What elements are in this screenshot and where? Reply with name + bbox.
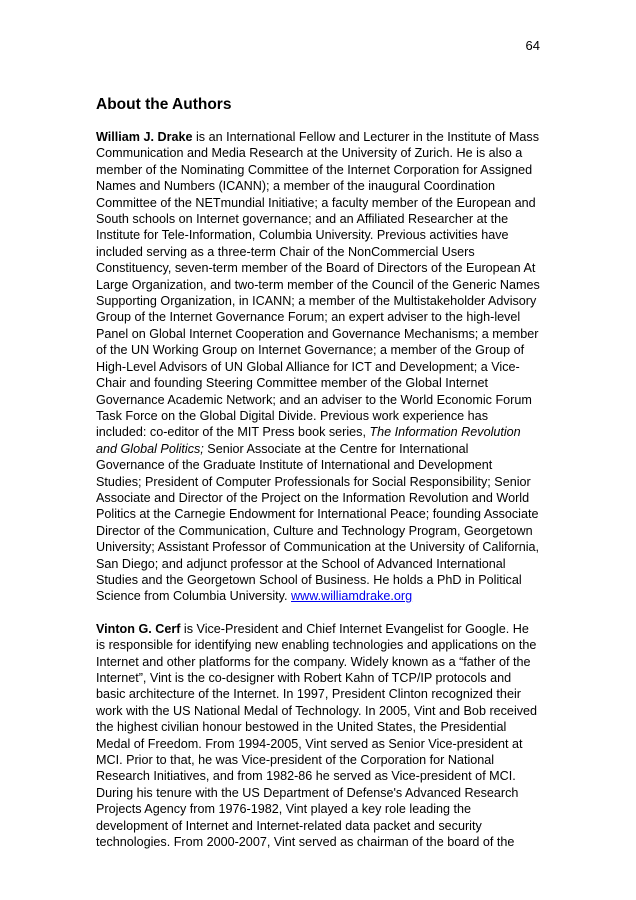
author-bio-cerf bbox=[96, 621, 540, 851]
page-content bbox=[96, 96, 540, 866]
website-link[interactable]: www.williamdrake.org bbox=[291, 589, 413, 604]
bio-text-continued: Senior Associate at the Centre for International Governance of the Graduate Institute of International and Development Studies; President of Computer Professionals for Social Responsibility; Senior Associate and Director of the Project on the Information Revolution and World Politics at the Carnegie Endowment for International Peace; founding Associate Director of the Communication, Culture and Technology Program, Georgetown University; Assistant Professor of Communication at the University of California, San Diego; and adjunct professor at the School of Advanced International Studies and the Georgetown School of Business. He holds a PhD in Political Science from Columbia University. bbox=[96, 441, 540, 604]
book-series-title: The Information Revolution and Global Politics; bbox=[96, 425, 521, 456]
bio-text: is an International Fellow and Lecturer in the Institute of Mass Communication and Media Research at the University of Zurich. He is also a member of the Nominating Committee of the Internet Corporation for Assigned Names and Numbers (ICANN); a member of the inaugural Coordination Committee of the NETmundial Initiative; a faculty member of the European and South schools on Internet governance; and an Affiliated Researcher at the Institute for Tele-Information, Columbia University. Previous activities have included serving as a three-term Chair of the NonCommercial Users Constituency, seven-term member of the Board of Directors of the European At Large Organization, and two-term member of the Council of the Generic Names Supporting Organization, in ICANN; a member of the Multistakeholder Advisory Group of the Internet Governance Forum; an expert adviser to the high-level Panel on Global Internet Cooperation and Governance Mechanisms; a member of the UN Working Group on Internet Governance; a member of the Group of High-Level Advisors of UN Global Alliance for ICT and Development; a Vice-Chair and founding Steering Committee member of the Global Internet Governance Academic Network; and an adviser to the World Economic Forum Task Force on the Global Digital Divide. Previous work experience has included: co-editor of the MIT Press book series, bbox=[96, 130, 540, 440]
section-title: About the Authors bbox=[96, 96, 232, 113]
author-name: William J. Drake bbox=[96, 130, 193, 144]
author-name: Vinton G. Cerf bbox=[96, 621, 181, 636]
author-bio-drake bbox=[96, 129, 540, 605]
page-number: 64 bbox=[525, 38, 540, 53]
bio-text: is Vice-President and Chief Internet Evangelist for Google. He is responsible for identifying new enabling technologies and applications on the Internet and other platforms for the company. Widely known as a “father of the Internet”, Vint is the co-designer with Robert Kahn of TCP/IP protocols and basic architecture of the Internet. In 1997, President Clinton recognized their work with the US National Medal of Technology. In 2005, Vint and Bob received the highest civilian honour bestowed in the United States, the Presidential Medal of Freedom. From 1994-2005, Vint served as Senior Vice-president at MCI. Prior to that, he was Vice-president of the Corporation for National Research Initiatives, and from 1982-86 he served as Vice-president of MCI. During his tenure with the US Department of Defense's Advanced Research Projects Agency from 1976-1982, Vint played a key role leading the development of Internet and Internet-related data packet and security technologies. From 2000-2007, Vint served as chairman of the board of the bbox=[96, 621, 538, 850]
